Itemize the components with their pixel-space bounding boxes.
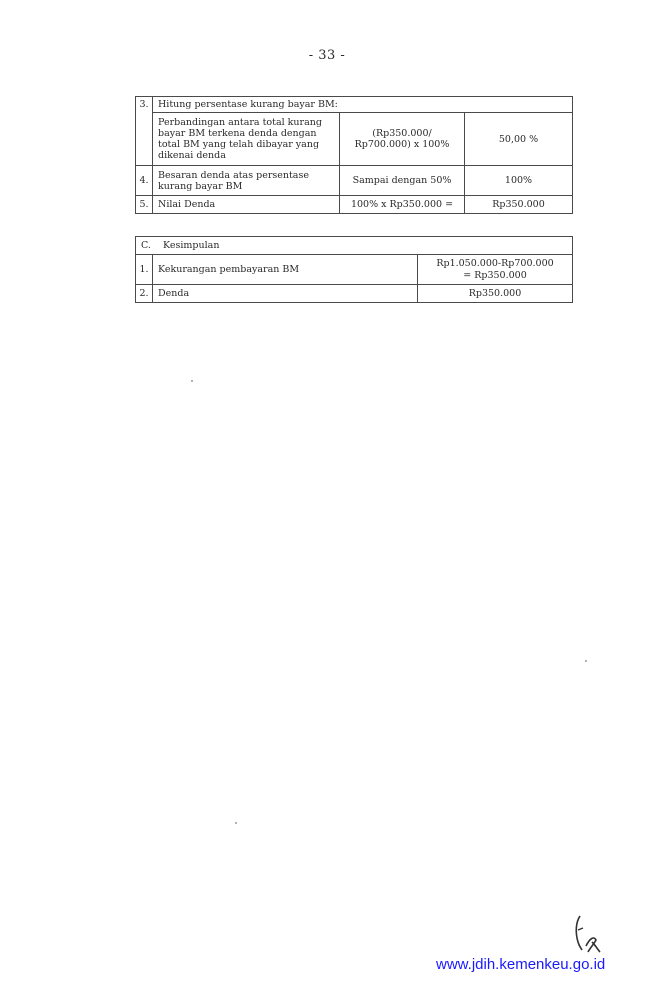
table-row — [136, 196, 573, 214]
section-header — [136, 237, 573, 255]
row-number: 2. — [136, 285, 153, 303]
table-row — [136, 255, 573, 285]
initials-signature — [570, 912, 610, 956]
table-row — [136, 113, 573, 166]
row-formula: Sampai dengan 50% — [340, 166, 465, 196]
row-description: Besaran denda atas persentase kurang bayar BM — [153, 166, 340, 196]
scan-speck — [235, 822, 237, 824]
conclusion-table — [135, 236, 573, 303]
section-title: Kesimpulan — [163, 239, 220, 251]
table-header-row — [136, 237, 573, 255]
row-result: 50,00 % — [465, 113, 573, 166]
row-label: Kekurangan pembayaran BM — [153, 255, 418, 285]
page-number: - 33 - — [308, 48, 346, 63]
calculation-table — [135, 96, 573, 214]
row-result: Rp350.000 — [465, 196, 573, 214]
row-description: Perbandingan antara total kurang bayar BM terkena denda dengan total BM yang telah dibayar yang dikenai denda — [153, 113, 340, 166]
row-value — [418, 255, 573, 285]
row-formula: (Rp350.000/ Rp700.000) x 100% — [340, 113, 465, 166]
row-result: 100% — [465, 166, 573, 196]
row-number: 3. — [136, 97, 153, 166]
table-row — [136, 97, 573, 113]
scan-speck — [585, 660, 587, 662]
row-number: 5. — [136, 196, 153, 214]
row-number: 1. — [136, 255, 153, 285]
row-number: 4. — [136, 166, 153, 196]
scan-speck — [191, 380, 193, 382]
value-line: = Rp350.000 — [463, 269, 527, 281]
table-row — [136, 285, 573, 303]
row-value: Rp350.000 — [418, 285, 573, 303]
value-line: Rp1.050.000-Rp700.000 — [436, 258, 554, 270]
section-letter: C. — [141, 239, 151, 251]
row-label: Denda — [153, 285, 418, 303]
table-row — [136, 166, 573, 196]
row-title: Hitung persentase kurang bayar BM: — [153, 97, 573, 113]
footer-url: www.jdih.kemenkeu.go.id — [436, 956, 606, 973]
row-formula: 100% x Rp350.000 = — [340, 196, 465, 214]
row-description: Nilai Denda — [153, 196, 340, 214]
